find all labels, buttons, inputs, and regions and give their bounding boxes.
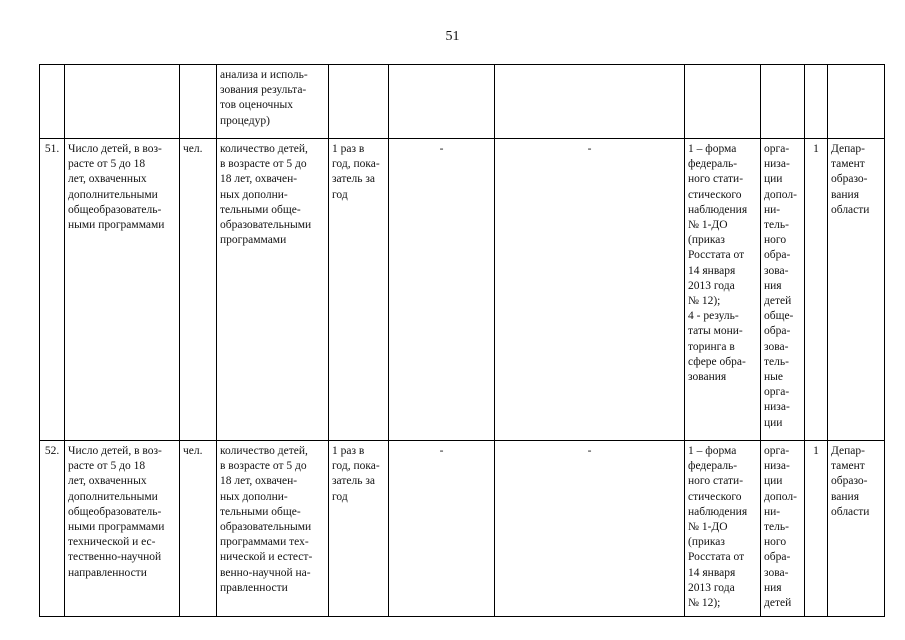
column-10-value: 1 — [805, 139, 828, 441]
row-number — [40, 65, 65, 139]
indicator-name: Число детей, в воз- расте от 5 до 18 лет, охваченных дополнительными общеобразователь- ными программами — [65, 139, 180, 441]
data-source: 1 – форма федераль- ного стати- стического наблюдения № 1-ДО (приказ Росстата от 14 января 2013 года № 12); 4 - резуль- таты мони- торинга в сфере обра- зования — [685, 139, 761, 441]
responsible-body: Депар- тамент образо- вания области — [828, 139, 885, 441]
respondent-organizations: орга- низа- ции допол- ни- тель- ного обра- зова- ния детей — [761, 441, 805, 617]
collection-frequency: 1 раз в год, пока- затель за год — [329, 139, 389, 441]
indicators-table — [39, 64, 885, 617]
indicator-definition: количество детей, в возрасте от 5 до 18 лет, охвачен- ных дополни- тельными обще- образовательными программами тех- нической и естест- венно-научной на- правленности — [217, 441, 329, 617]
collection-frequency — [329, 65, 389, 139]
data-source — [685, 65, 761, 139]
table-row — [40, 65, 885, 139]
indicator-name — [65, 65, 180, 139]
column-10-value: 1 — [805, 441, 828, 617]
collection-frequency: 1 раз в год, пока- затель за год — [329, 441, 389, 617]
column-6-value: - — [389, 441, 495, 617]
unit-of-measure: чел. — [180, 441, 217, 617]
indicator-definition: количество детей, в возрасте от 5 до 18 лет, охвачен- ных дополни- тельными обще- образовательными программами — [217, 139, 329, 441]
table-row — [40, 441, 885, 617]
responsible-body: Депар- тамент образо- вания области — [828, 441, 885, 617]
indicator-name: Число детей, в воз- расте от 5 до 18 лет, охваченных дополнительными общеобразователь- ными программами технической и ес- тественно-научной направленности — [65, 441, 180, 617]
column-10-value — [805, 65, 828, 139]
row-number: 51. — [40, 139, 65, 441]
column-6-value — [389, 65, 495, 139]
column-7-value: - — [495, 441, 685, 617]
column-7-value — [495, 65, 685, 139]
responsible-body — [828, 65, 885, 139]
column-7-value: - — [495, 139, 685, 441]
row-number: 52. — [40, 441, 65, 617]
unit-of-measure — [180, 65, 217, 139]
respondent-organizations — [761, 65, 805, 139]
page-number: 51 — [445, 29, 460, 44]
respondent-organizations: орга- низа- ции допол- ни- тель- ного обра- зова- ния детей обще- обра- зова- тель- ные орга- низа- ции — [761, 139, 805, 441]
data-source: 1 – форма федераль- ного стати- стического наблюдения № 1-ДО (приказ Росстата от 14 января 2013 года № 12); — [685, 441, 761, 617]
table-row — [40, 139, 885, 441]
indicator-definition: анализа и исполь- зования результа- тов оценочных процедур) — [217, 65, 329, 139]
column-6-value: - — [389, 139, 495, 441]
unit-of-measure: чел. — [180, 139, 217, 441]
